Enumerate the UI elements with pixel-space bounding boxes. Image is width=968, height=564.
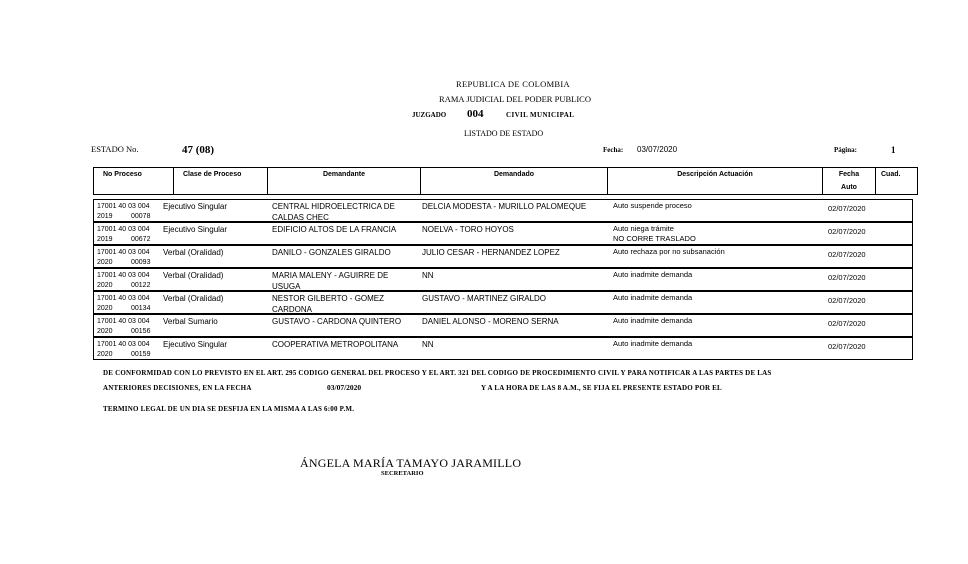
proceso-number: 17001 40 03 004 2019 00078: [97, 203, 151, 220]
actuacion: Auto inadmite demanda: [613, 293, 693, 302]
demandado: JULIO CESAR - HERNANDEZ LOPEZ: [422, 248, 560, 257]
clase-proceso: Verbal Sumario: [163, 317, 218, 326]
col-header-demandado: Demandado: [421, 167, 608, 195]
clase-proceso: Ejecutivo Singular: [163, 225, 228, 234]
proceso-number: 17001 40 03 004 2020 00093: [97, 249, 151, 266]
demandante: GUSTAVO - CARDONA QUINTERO: [272, 317, 402, 326]
demandado: DANIEL ALONSO - MORENO SERNA: [422, 317, 559, 326]
footer-line-1: DE CONFORMIDAD CON LO PREVISTO EN EL ART. 295 CODIGO GENERAL DEL PROCESO Y EL ART. 321 DEL CODIGO DE PROCEDIMIENTO CIVIL Y PARA NOTIFICAR A LAS PARTES DE LAS: [103, 369, 772, 377]
demandante: NESTOR GILBERTO - GOMEZ CARDONA: [272, 294, 385, 314]
fecha-auto: 02/07/2020: [828, 296, 866, 305]
actuacion: Auto rechaza por no subsanación: [613, 247, 725, 256]
demandado: DELCIA MODESTA - MURILLO PALOMEQUE: [422, 202, 587, 211]
clase-proceso: Verbal (Oralidad): [163, 271, 224, 280]
col-header-proceso: No Proceso: [93, 167, 174, 195]
signer-role: SECRETARIO: [381, 470, 424, 477]
actuacion: Auto suspende proceso: [613, 201, 692, 210]
demandante: DANILO - GONZALES GIRALDO: [272, 248, 391, 257]
demandante: MARIA MALENY - AGUIRRE DE USUGA: [272, 271, 389, 291]
table-row: [93, 291, 913, 314]
col-header-cuad: Cuad.: [876, 167, 918, 195]
table-row: [93, 337, 913, 360]
fecha-auto: 02/07/2020: [828, 319, 866, 328]
col-header-clase: Clase de Proceso: [174, 167, 268, 195]
actuacion: Auto niega trámite NO CORRE TRASLADO: [613, 224, 696, 243]
demandante: EDIFICIO ALTOS DE LA FRANCIA: [272, 225, 397, 234]
table-row: [93, 245, 913, 268]
actuacion: Auto inadmite demanda: [613, 316, 693, 325]
clase-proceso: Ejecutivo Singular: [163, 202, 228, 211]
table-row: [93, 199, 913, 222]
fecha-auto: 02/07/2020: [828, 227, 866, 236]
estado-label: ESTADO No.: [91, 144, 139, 154]
table-row: [93, 268, 913, 291]
signer-name: ÁNGELA MARÍA TAMAYO JARAMILLO: [300, 456, 522, 470]
table-row: [93, 314, 913, 337]
demandado: NOELVA - TORO HOYOS: [422, 225, 514, 234]
court-number: 004: [467, 108, 484, 120]
proceso-number: 17001 40 03 004 2020 00156: [97, 318, 151, 335]
proceso-number: 17001 40 03 004 2020 00134: [97, 295, 151, 312]
footer-line-3: TERMINO LEGAL DE UN DIA SE DESFIJA EN LA MISMA A LAS 6:00 P.M.: [103, 405, 355, 413]
pagina-value: 1: [891, 145, 896, 155]
republic-title: REPUBLICA DE COLOMBIA: [456, 79, 570, 89]
table-row: [93, 222, 913, 245]
branch-title: RAMA JUDICIAL DEL PODER PUBLICO: [439, 94, 591, 104]
fecha-auto: 02/07/2020: [828, 273, 866, 282]
demandado: NN: [422, 271, 434, 280]
fecha-auto: 02/07/2020: [828, 204, 866, 213]
fecha-value: 03/07/2020: [637, 145, 678, 154]
list-title: LISTADO DE ESTADO: [464, 129, 544, 138]
demandado: GUSTAVO - MARTINEZ GIRALDO: [422, 294, 547, 303]
clase-proceso: Verbal (Oralidad): [163, 248, 224, 257]
clase-proceso: Verbal (Oralidad): [163, 294, 224, 303]
demandado: NN: [422, 340, 434, 349]
col-header-demandante: Demandante: [268, 167, 421, 195]
demandante: COOPERATIVA METROPOLITANA: [272, 340, 399, 349]
footer-line-2b: Y A LA HORA DE LAS 8 A.M., SE FIJA EL PRESENTE ESTADO POR EL: [481, 384, 722, 392]
col-header-actuacion: Descripción Actuación: [608, 167, 823, 195]
clase-proceso: Ejecutivo Singular: [163, 340, 228, 349]
fecha-auto: 02/07/2020: [828, 250, 866, 259]
proceso-number: 17001 40 03 004 2020 00122: [97, 272, 151, 289]
actuacion: Auto inadmite demanda: [613, 339, 693, 348]
court-label: JUZGADO: [412, 111, 447, 119]
demandante: CENTRAL HIDROELECTRICA DE CALDAS CHEC: [272, 202, 395, 222]
proceso-number: 17001 40 03 004 2020 00159: [97, 341, 151, 358]
pagina-label: Página:: [834, 146, 857, 154]
fecha-label: Fecha:: [603, 146, 624, 154]
col-header-fecha: Fecha Auto: [823, 167, 876, 195]
fecha-auto: 02/07/2020: [828, 342, 866, 351]
court-type: CIVIL MUNICIPAL: [506, 111, 575, 119]
estado-number: 47 (08): [182, 144, 215, 156]
footer-date: 03/07/2020: [327, 383, 362, 392]
proceso-number: 17001 40 03 004 2019 00672: [97, 226, 151, 243]
actuacion: Auto inadmite demanda: [613, 270, 693, 279]
footer-line-2a: ANTERIORES DECISIONES, EN LA FECHA: [103, 384, 252, 392]
